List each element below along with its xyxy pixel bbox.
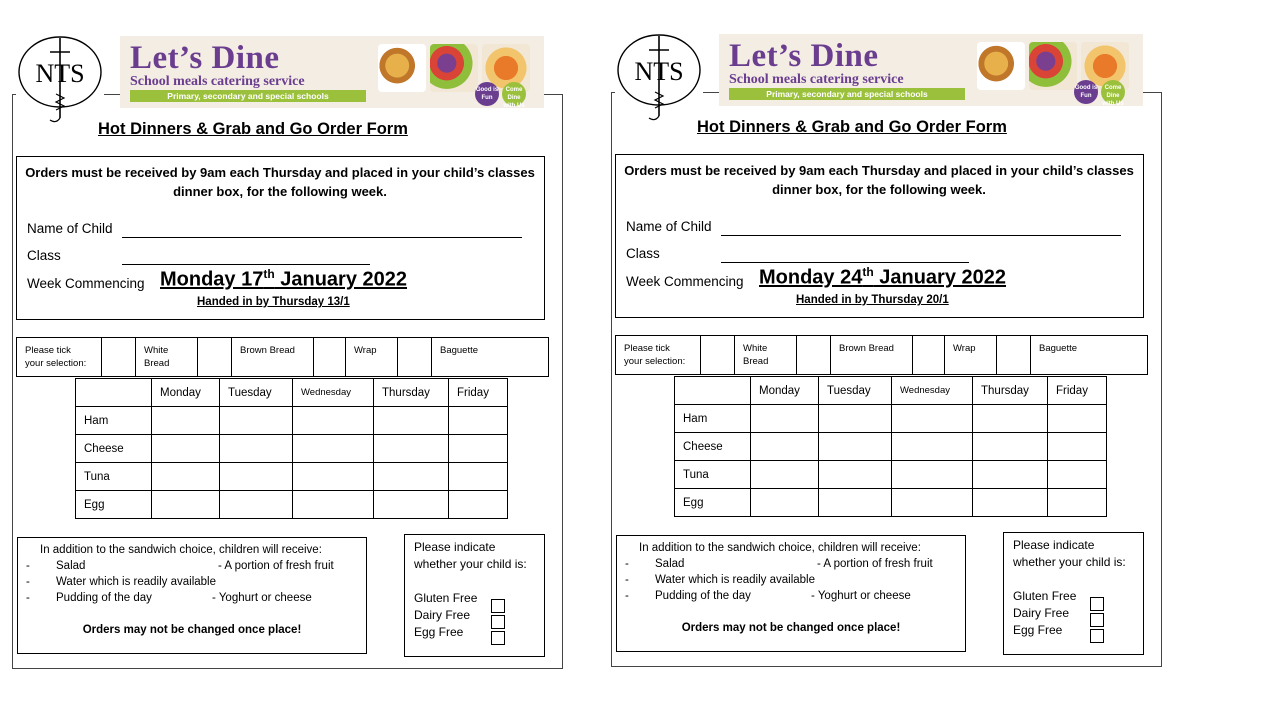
- order-cell[interactable]: [892, 405, 973, 433]
- banner-subtitle: School meals catering service: [729, 72, 904, 87]
- food-photo-fruit: [430, 44, 478, 92]
- order-cell[interactable]: [892, 461, 973, 489]
- form-heading: Hot Dinners & Grab and Go Order Form: [98, 120, 408, 138]
- dairy-free-checkbox[interactable]: [1090, 613, 1104, 627]
- filling-ham: Ham: [76, 407, 152, 435]
- brown-bread-tick[interactable]: [796, 336, 830, 374]
- class-field[interactable]: [122, 264, 370, 265]
- logo-text: NTS: [35, 59, 85, 88]
- bread-selection-row: [16, 337, 549, 377]
- dietary-prompt: Please indicate whether your child is:: [414, 540, 527, 571]
- order-cell[interactable]: [152, 491, 220, 519]
- lets-dine-banner: [719, 34, 1143, 106]
- wrap-tick[interactable]: [912, 336, 944, 374]
- egg-free-checkbox[interactable]: [1090, 629, 1104, 643]
- order-form-week-2: [611, 0, 1211, 698]
- extras-intro: In addition to the sandwich choice, children will receive:: [639, 542, 921, 554]
- gluten-free-checkbox[interactable]: [1090, 597, 1104, 611]
- order-cell[interactable]: [973, 489, 1048, 517]
- banner-strip: Primary, secondary and special schools: [729, 88, 965, 100]
- order-cell[interactable]: [819, 461, 892, 489]
- brown-bread-label: Brown Bread: [231, 338, 313, 376]
- white-bread-label: White Bread: [734, 336, 796, 374]
- banner-strip: Primary, secondary and special schools: [130, 90, 366, 102]
- food-photo-roast: [378, 44, 426, 92]
- order-cell[interactable]: [374, 435, 449, 463]
- dairy-free-label: Dairy Free: [414, 608, 471, 622]
- grid-header-row: [675, 377, 1107, 405]
- lets-dine-banner: [120, 36, 544, 108]
- order-cell[interactable]: [152, 407, 220, 435]
- dietary-prompt: Please indicate whether your child is:: [1013, 538, 1126, 569]
- week-commencing-date: Monday 17th January 2022: [160, 267, 408, 291]
- white-bread-label: White Bread: [135, 338, 197, 376]
- table-row: [675, 433, 1107, 461]
- child-details-box: [615, 154, 1144, 318]
- order-cell[interactable]: [973, 461, 1048, 489]
- deadline-notice: Orders must be received by 9am each Thursday and placed in your child’s classes dinner box, for the following week.: [25, 165, 535, 199]
- bread-prompt: Please tick your selection:: [624, 343, 686, 367]
- order-cell[interactable]: [374, 463, 449, 491]
- table-row: [675, 489, 1107, 517]
- baguette-label: Baguette: [1030, 336, 1147, 374]
- order-cell[interactable]: [374, 407, 449, 435]
- gluten-free-label: Gluten Free: [1013, 589, 1077, 603]
- name-of-child-field[interactable]: [721, 235, 1121, 236]
- order-cell[interactable]: [819, 489, 892, 517]
- deadline-notice: Orders must be received by 9am each Thursday and placed in your child’s classes dinner box, for the following week.: [624, 163, 1134, 197]
- order-cell[interactable]: [220, 463, 293, 491]
- table-row: [76, 491, 508, 519]
- brown-bread-tick[interactable]: [197, 338, 231, 376]
- white-bread-tick[interactable]: [101, 338, 135, 376]
- week-commencing-date: Monday 24th January 2022: [759, 265, 1007, 289]
- bread-prompt: Please tick your selection:: [25, 345, 87, 369]
- child-details-box: [16, 156, 545, 320]
- order-cell[interactable]: [751, 461, 819, 489]
- handed-in-deadline: Handed in by Thursday 13/1: [197, 296, 350, 308]
- day-friday: Friday: [449, 379, 508, 407]
- order-cell[interactable]: [819, 405, 892, 433]
- banner-title: Let’s Dine: [130, 40, 280, 76]
- baguette-tick[interactable]: [996, 336, 1030, 374]
- day-thursday: Thursday: [374, 379, 449, 407]
- order-cell[interactable]: [1048, 405, 1107, 433]
- class-label: Class: [27, 248, 61, 263]
- dietary-box: [404, 534, 545, 657]
- extras-box: In addition to the sandwich choice, children will receive: - Salad - A portion of fresh fruit - Water which is readily available - Pudding of the day - Yoghurt or cheese Orders may not be changed once place!: [616, 535, 966, 652]
- filling-tuna: Tuna: [76, 463, 152, 491]
- order-cell[interactable]: [449, 463, 508, 491]
- order-form-week-1: [12, 0, 612, 700]
- day-friday: Friday: [1048, 377, 1107, 405]
- school-logo: [615, 32, 703, 122]
- order-cell[interactable]: [1048, 433, 1107, 461]
- baguette-label: Baguette: [431, 338, 548, 376]
- dairy-free-checkbox[interactable]: [491, 615, 505, 629]
- brown-bread-label: Brown Bread: [830, 336, 912, 374]
- no-changes-warning: Orders may not be changed once place!: [82, 624, 302, 636]
- order-cell[interactable]: [293, 435, 374, 463]
- grid-corner: [76, 379, 152, 407]
- order-cell[interactable]: [220, 491, 293, 519]
- egg-free-label: Egg Free: [1013, 623, 1063, 637]
- grid-corner: [675, 377, 751, 405]
- order-cell[interactable]: [892, 489, 973, 517]
- order-cell[interactable]: [152, 463, 220, 491]
- extras-intro: In addition to the sandwich choice, children will receive:: [40, 544, 322, 556]
- handed-in-deadline: Handed in by Thursday 20/1: [796, 294, 949, 306]
- extras-box: In addition to the sandwich choice, children will receive: - Salad - A portion of fresh fruit - Water which is readily available - Pudding of the day - Yoghurt or cheese Orders may not be changed once place!: [17, 537, 367, 654]
- filling-ham: Ham: [675, 405, 751, 433]
- filling-tuna: Tuna: [675, 461, 751, 489]
- order-cell[interactable]: [973, 405, 1048, 433]
- food-photo-roast: [977, 42, 1025, 90]
- order-cell[interactable]: [751, 433, 819, 461]
- day-wednesday: Wednesday: [293, 379, 374, 407]
- order-cell[interactable]: [293, 491, 374, 519]
- dairy-free-label: Dairy Free: [1013, 606, 1070, 620]
- day-thursday: Thursday: [973, 377, 1048, 405]
- day-tuesday: Tuesday: [819, 377, 892, 405]
- filling-egg: Egg: [76, 491, 152, 519]
- table-row: [76, 463, 508, 491]
- no-changes-warning: Orders may not be changed once place!: [681, 622, 901, 634]
- order-cell[interactable]: [374, 491, 449, 519]
- order-cell[interactable]: [1048, 461, 1107, 489]
- table-row: [675, 405, 1107, 433]
- white-bread-tick[interactable]: [700, 336, 734, 374]
- baguette-tick[interactable]: [397, 338, 431, 376]
- order-cell[interactable]: [751, 405, 819, 433]
- order-cell[interactable]: [220, 435, 293, 463]
- banner-title: Let’s Dine: [729, 38, 879, 74]
- wrap-tick[interactable]: [313, 338, 345, 376]
- day-monday: Monday: [751, 377, 819, 405]
- order-cell[interactable]: [449, 407, 508, 435]
- order-cell[interactable]: [751, 489, 819, 517]
- badge-good-is-fun: Good is Fun: [475, 82, 499, 106]
- table-row: [675, 461, 1107, 489]
- day-wednesday: Wednesday: [892, 377, 973, 405]
- class-field[interactable]: [721, 262, 969, 263]
- wrap-label: Wrap: [944, 336, 996, 374]
- egg-free-checkbox[interactable]: [491, 631, 505, 645]
- week-commencing-label: Week Commencing: [27, 276, 145, 291]
- order-cell[interactable]: [973, 433, 1048, 461]
- wrap-label: Wrap: [345, 338, 397, 376]
- school-logo: [16, 34, 104, 124]
- gluten-free-checkbox[interactable]: [491, 599, 505, 613]
- table-row: [76, 407, 508, 435]
- filling-cheese: Cheese: [675, 433, 751, 461]
- day-tuesday: Tuesday: [220, 379, 293, 407]
- table-row: [76, 435, 508, 463]
- egg-free-label: Egg Free: [414, 625, 464, 639]
- food-photo-fruit: [1029, 42, 1077, 90]
- name-of-child-field[interactable]: [122, 237, 522, 238]
- week-commencing-label: Week Commencing: [626, 274, 744, 289]
- order-cell[interactable]: [449, 491, 508, 519]
- bread-selection-row: [615, 335, 1148, 375]
- form-heading: Hot Dinners & Grab and Go Order Form: [697, 118, 1007, 136]
- sandwich-order-grid: [674, 376, 1107, 517]
- filling-cheese: Cheese: [76, 435, 152, 463]
- sandwich-order-grid: [75, 378, 508, 519]
- badge-good-is-fun: Good is Fun: [1074, 80, 1098, 104]
- gluten-free-label: Gluten Free: [414, 591, 478, 605]
- logo-text: NTS: [634, 57, 684, 86]
- name-of-child-label: Name of Child: [626, 219, 712, 234]
- dietary-box: [1003, 532, 1144, 655]
- class-label: Class: [626, 246, 660, 261]
- order-cell[interactable]: [220, 407, 293, 435]
- order-cell[interactable]: [449, 435, 508, 463]
- badge-come-dine: Come Dine with Us: [1101, 80, 1125, 104]
- name-of-child-label: Name of Child: [27, 221, 113, 236]
- filling-egg: Egg: [675, 489, 751, 517]
- order-cell[interactable]: [892, 433, 973, 461]
- order-cell[interactable]: [293, 407, 374, 435]
- order-cell[interactable]: [819, 433, 892, 461]
- badge-come-dine: Come Dine with Us: [502, 82, 526, 106]
- order-cell[interactable]: [1048, 489, 1107, 517]
- banner-subtitle: School meals catering service: [130, 74, 305, 89]
- order-cell[interactable]: [293, 463, 374, 491]
- day-monday: Monday: [152, 379, 220, 407]
- grid-header-row: [76, 379, 508, 407]
- order-cell[interactable]: [152, 435, 220, 463]
